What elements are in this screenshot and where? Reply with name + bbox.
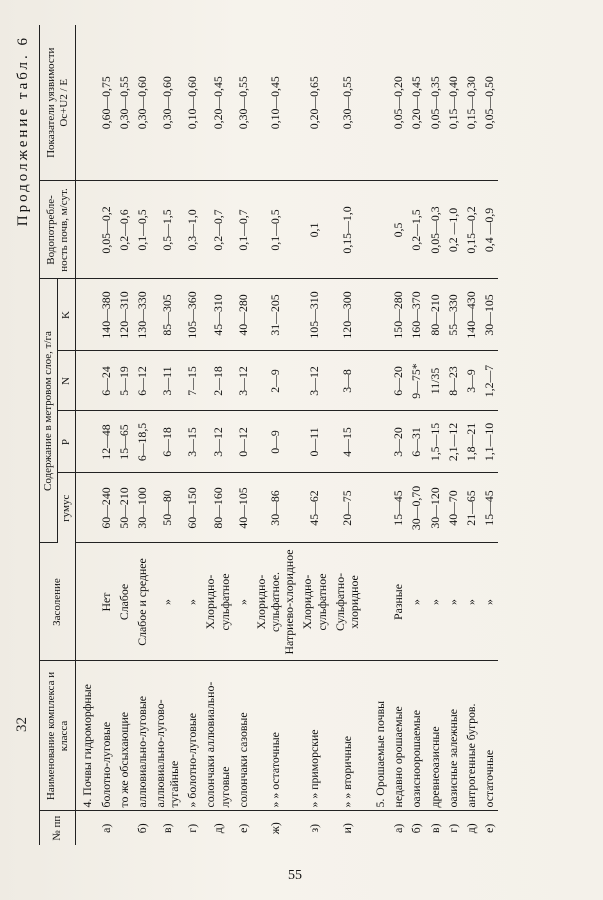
row-salinity: Хлоридно-сульфатное	[298, 543, 330, 661]
cell-p: 2,1—12	[444, 411, 462, 473]
row-salinity: Сульфатно-хлоридное	[331, 543, 363, 661]
header-n: N	[58, 351, 76, 411]
table-row	[201, 25, 233, 845]
cell-k: 120—300	[331, 279, 363, 351]
cell-index: 0,30—0,60	[133, 25, 151, 181]
cell-k: 80—210	[426, 279, 444, 351]
cell-n: 2—18	[201, 351, 233, 411]
cell-humus: 15—45	[480, 473, 498, 543]
row-salinity: »	[444, 543, 462, 661]
page-number: 55	[288, 868, 302, 883]
row-num: з)	[307, 823, 322, 833]
cell-water: 0,2—0,7	[201, 181, 233, 279]
row-name: солончаки аллювиально-луговые	[201, 661, 233, 811]
cell-p: 3—12	[201, 411, 233, 473]
cell-index: 0,30—0,60	[151, 25, 183, 181]
cell-p: 0—12	[234, 411, 252, 473]
row-num: д)	[463, 823, 478, 834]
row-num	[115, 811, 133, 845]
cell-n: 1,2—7	[480, 351, 498, 411]
table-row	[183, 25, 201, 845]
cell-humus: 50—210	[115, 473, 133, 543]
row-name: древнеоазисные	[426, 661, 444, 811]
cell-p: 1,5—15	[426, 411, 444, 473]
cell-water: 0,1—0,5	[133, 181, 151, 279]
cell-k: 105—310	[298, 279, 330, 351]
cell-p: 1,8—21	[462, 411, 480, 473]
cell-n: 6—12	[133, 351, 151, 411]
row-salinity: »	[480, 543, 498, 661]
cell-index: 0,30—0,55	[234, 25, 252, 181]
row-name: болотно-луговые	[97, 661, 115, 811]
cell-humus: 60—240	[97, 473, 115, 543]
cell-index: 0,05—0,50	[480, 25, 498, 181]
cell-n: 3—11	[151, 351, 183, 411]
row-name: » » приморские	[298, 661, 330, 811]
cell-k: 150—280	[389, 279, 407, 351]
rotated-table-block	[15, 25, 590, 845]
row-name: то же обсыхающие	[115, 661, 133, 811]
header-k: K	[58, 279, 76, 351]
row-num: а)	[98, 823, 113, 833]
cell-humus: 21—65	[462, 473, 480, 543]
cell-n	[76, 351, 97, 411]
cell-n: 6—24	[97, 351, 115, 411]
row-salinity	[363, 543, 389, 661]
cell-index: 0,05—0,20	[389, 25, 407, 181]
cell-n: 2—9	[252, 351, 298, 411]
cell-water: 0,1	[298, 181, 330, 279]
cell-p: 6—31	[407, 411, 425, 473]
cell-n: 11/35	[426, 351, 444, 411]
cell-humus	[76, 473, 97, 543]
table-row	[462, 25, 480, 845]
cell-humus: 45—62	[298, 473, 330, 543]
cell-k: 55—330	[444, 279, 462, 351]
cell-n: 3—8	[331, 351, 363, 411]
cell-water: 0,15—1,0	[331, 181, 363, 279]
table-row	[480, 25, 498, 845]
table-row	[426, 25, 444, 845]
cell-index	[76, 25, 97, 181]
cell-humus: 30—0,70	[407, 473, 425, 543]
cell-water: 0,15—0,2	[462, 181, 480, 279]
cell-p: 0—9	[252, 411, 298, 473]
cell-n: 5—19	[115, 351, 133, 411]
row-name: 5. Орошаемые почвы	[363, 661, 389, 811]
row-num: в)	[160, 823, 175, 833]
header-content: Содержание в метровом слое, т/га	[40, 279, 58, 543]
cell-n	[363, 351, 389, 411]
row-salinity: »	[407, 543, 425, 661]
row-name: аллювиально-луговые	[133, 661, 151, 811]
cell-p	[76, 411, 97, 473]
row-num: ж)	[268, 822, 283, 835]
cell-index: 0,10—0,45	[252, 25, 298, 181]
row-num: д)	[210, 823, 225, 834]
row-num: г)	[445, 823, 460, 833]
cell-water	[363, 181, 389, 279]
table-row	[97, 25, 115, 845]
running-head: 32	[14, 717, 30, 732]
row-name: недавно орошаемые	[389, 661, 407, 811]
cell-k: 160—370	[407, 279, 425, 351]
cell-humus: 60—150	[183, 473, 201, 543]
cell-humus	[363, 473, 389, 543]
cell-p: 1,1—10	[480, 411, 498, 473]
row-salinity: Хлоридно-сульфатное	[201, 543, 233, 661]
table-row	[151, 25, 183, 845]
cell-p: 15—65	[115, 411, 133, 473]
cell-k: 45—310	[201, 279, 233, 351]
header-humus: гумус	[58, 473, 76, 543]
cell-k: 30—105	[480, 279, 498, 351]
row-salinity: »	[426, 543, 444, 661]
cell-k: 140—380	[97, 279, 115, 351]
cell-index	[363, 25, 389, 181]
row-num	[363, 811, 389, 845]
cell-k: 105—360	[183, 279, 201, 351]
table-row	[252, 25, 298, 845]
table-row	[444, 25, 462, 845]
cell-water: 0,2 —1,0	[444, 181, 462, 279]
row-salinity: Нет	[97, 543, 115, 661]
row-name: 4. Почвы гидроморфные	[76, 661, 97, 811]
table-row	[298, 25, 330, 845]
row-num	[76, 811, 97, 845]
cell-p: 0—11	[298, 411, 330, 473]
row-num: б)	[409, 823, 424, 834]
cell-p: 12—48	[97, 411, 115, 473]
table-body	[76, 25, 498, 845]
header-index-title: Показатели уязвимости	[44, 47, 57, 158]
cell-k: 85—305	[151, 279, 183, 351]
row-name: аллювиально-лугово-тугайные	[151, 661, 183, 811]
cell-index: 0,20—0,45	[407, 25, 425, 181]
row-salinity: »	[234, 543, 252, 661]
table-row	[234, 25, 252, 845]
cell-n: 3—12	[298, 351, 330, 411]
cell-k	[76, 279, 97, 351]
cell-index: 0,20—0,65	[298, 25, 330, 181]
cell-humus: 20—75	[331, 473, 363, 543]
row-name: » » остаточные	[252, 661, 298, 811]
row-name: » болотно-луговые	[183, 661, 201, 811]
cell-humus: 30—120	[426, 473, 444, 543]
header-water: Водопотребле-ность почв, м/сут.	[40, 181, 76, 279]
cell-index: 0,10—0,60	[183, 25, 201, 181]
table-row	[115, 25, 133, 845]
header-index-formula: Oc+U2 / E	[57, 78, 70, 127]
row-salinity	[76, 543, 97, 661]
cell-water: 0,2—1,5	[407, 181, 425, 279]
cell-p: 6—18	[151, 411, 183, 473]
row-salinity: »	[462, 543, 480, 661]
row-name: оазисные залежные	[444, 661, 462, 811]
cell-humus: 40—70	[444, 473, 462, 543]
cell-index: 0,30—0,55	[331, 25, 363, 181]
cell-p	[363, 411, 389, 473]
row-salinity: »	[183, 543, 201, 661]
table-row	[331, 25, 363, 845]
cell-n: 3—12	[234, 351, 252, 411]
cell-k: 40—280	[234, 279, 252, 351]
cell-humus: 30—100	[133, 473, 151, 543]
cell-p: 3—20	[389, 411, 407, 473]
cell-k: 31—205	[252, 279, 298, 351]
cell-k: 120—310	[115, 279, 133, 351]
cell-n: 6—20	[389, 351, 407, 411]
header-name: Наименование комплекса и класса	[40, 661, 76, 811]
cell-humus: 15—45	[389, 473, 407, 543]
section-heading-row	[363, 25, 389, 845]
cell-water: 0,1—0,7	[234, 181, 252, 279]
cell-water: 0,5	[389, 181, 407, 279]
header-num: № пп	[40, 811, 76, 845]
table-title: Продолжение табл. 6	[15, 35, 31, 227]
row-num: е)	[481, 823, 496, 833]
row-num: в)	[427, 823, 442, 833]
section-heading-row	[76, 25, 97, 845]
cell-p: 3—15	[183, 411, 201, 473]
row-salinity: Хлоридно-сульфатное. Натриево-хлоридное	[252, 543, 298, 661]
cell-water: 0,05—0,3	[426, 181, 444, 279]
cell-p: 4—15	[331, 411, 363, 473]
cell-p: 6—18,5	[133, 411, 151, 473]
cell-k	[363, 279, 389, 351]
cell-water: 0,4 —0,9	[480, 181, 498, 279]
row-salinity: Разные	[389, 543, 407, 661]
cell-k: 130—330	[133, 279, 151, 351]
row-num: г)	[185, 823, 200, 833]
row-salinity: Слабое	[115, 543, 133, 661]
row-num: б)	[134, 823, 149, 834]
row-salinity: Слабое и среднее	[133, 543, 151, 661]
row-name: оазисноорошаемые	[407, 661, 425, 811]
cell-index: 0,15—0,40	[444, 25, 462, 181]
cell-water: 0,5—1,5	[151, 181, 183, 279]
cell-humus: 50—80	[151, 473, 183, 543]
cell-water: 0,2—0,6	[115, 181, 133, 279]
cell-water	[76, 181, 97, 279]
cell-index: 0,20—0,45	[201, 25, 233, 181]
row-salinity: »	[151, 543, 183, 661]
row-name: остаточные	[480, 661, 498, 811]
soil-table	[39, 25, 498, 845]
table-row	[389, 25, 407, 845]
header-salinity: Засоление	[40, 543, 76, 661]
cell-index: 0,05—0,35	[426, 25, 444, 181]
cell-humus: 40—105	[234, 473, 252, 543]
cell-water: 0,1—0,5	[252, 181, 298, 279]
row-num: а)	[391, 823, 406, 833]
row-name: солончаки сазовые	[234, 661, 252, 811]
row-num: е)	[235, 823, 250, 833]
cell-humus: 30—86	[252, 473, 298, 543]
row-num: и)	[339, 823, 354, 834]
cell-water: 0,3—1,0	[183, 181, 201, 279]
cell-k: 140—430	[462, 279, 480, 351]
cell-n: 9—75*	[407, 351, 425, 411]
cell-n: 3—9	[462, 351, 480, 411]
row-name: антрогенные бугров.	[462, 661, 480, 811]
cell-water: 0,05—0,2	[97, 181, 115, 279]
cell-n: 8—23	[444, 351, 462, 411]
cell-n: 7—15	[183, 351, 201, 411]
table-row	[133, 25, 151, 845]
header-index	[40, 25, 76, 181]
cell-index: 0,15—0,30	[462, 25, 480, 181]
header-p: P	[58, 411, 76, 473]
table-row	[407, 25, 425, 845]
row-name: » » вторичные	[331, 661, 363, 811]
cell-index: 0,30—0,55	[115, 25, 133, 181]
cell-index: 0,60—0,75	[97, 25, 115, 181]
cell-humus: 80—160	[201, 473, 233, 543]
